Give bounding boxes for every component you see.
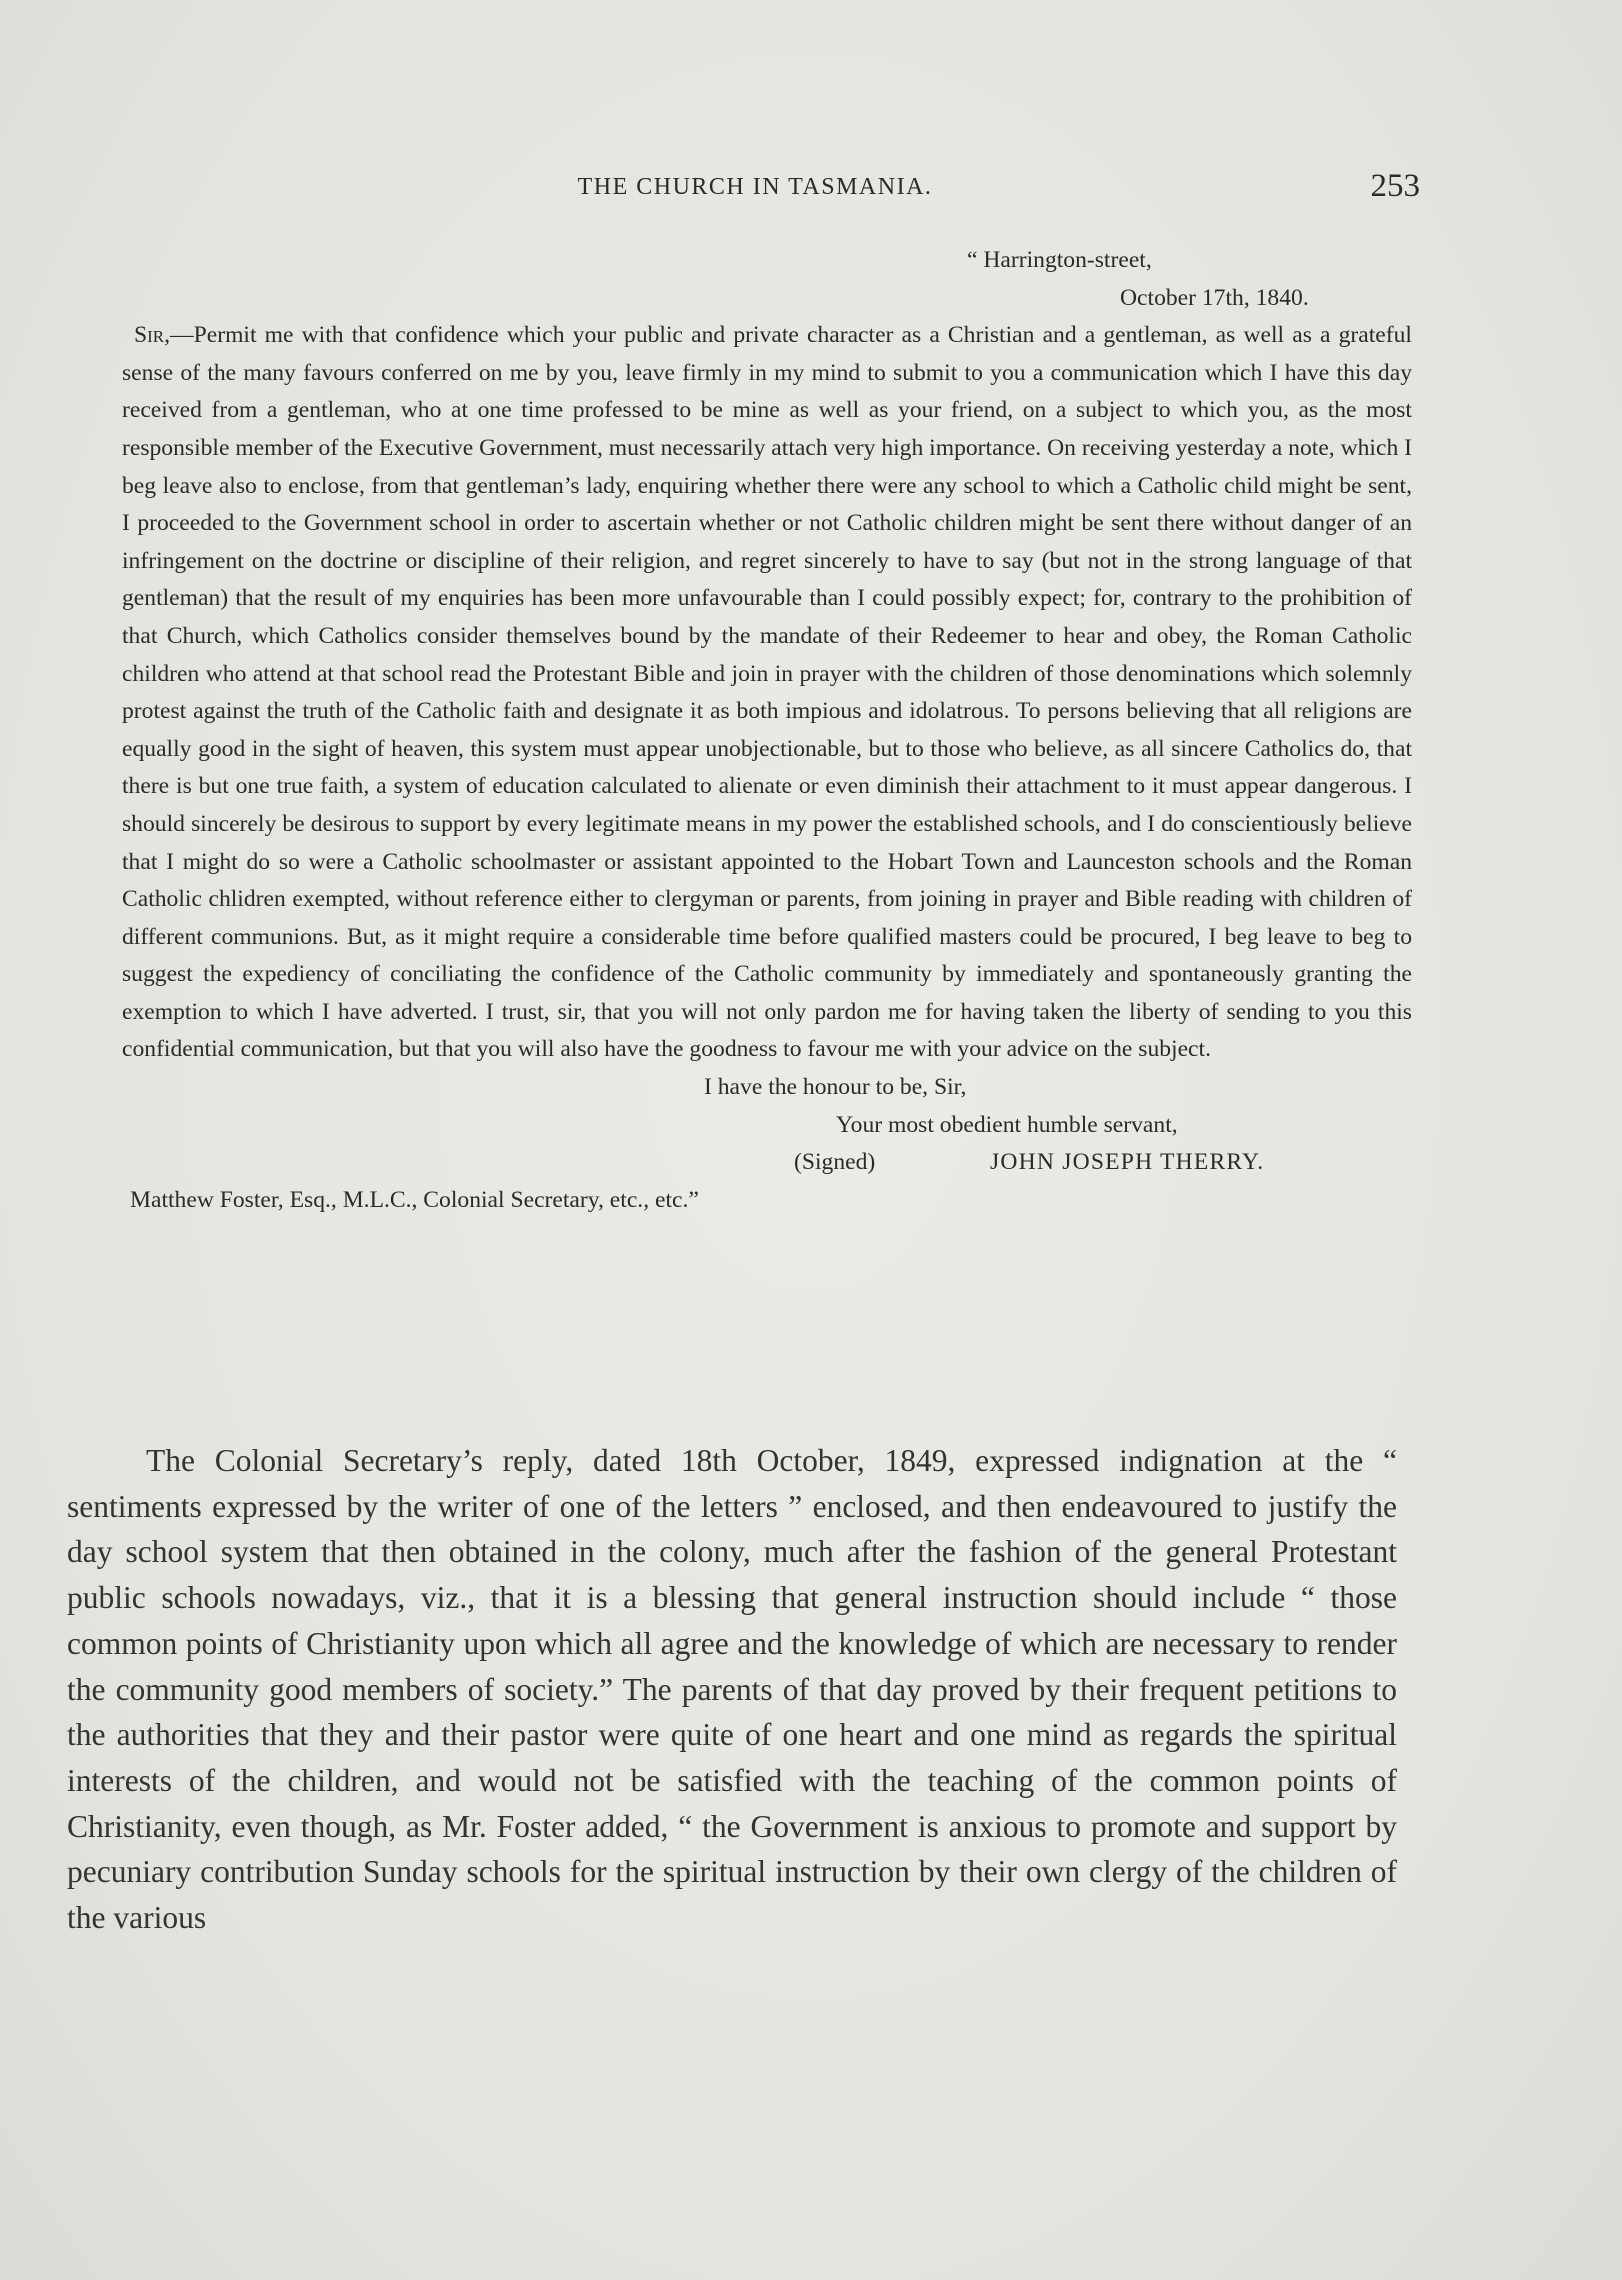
letter-signature-line	[122, 1144, 1412, 1182]
letter-body	[122, 317, 1412, 1069]
letter	[122, 242, 1412, 1219]
letter-address: “ Harrington-street,	[967, 247, 1152, 273]
letter-date: October 17th, 1840.	[1120, 284, 1309, 311]
letter-salutation: Sir,	[134, 322, 171, 349]
narrative-paragraph: The Colonial Secretary’s reply, dated 18th October, 1849, expressed indignation at the “ sentiments expressed by the writer of one of the letters ” enclosed, and then endeavoured to justify the day school system that then obtained in the colony, much after the fashion of the general Protestant public schools nowadays, viz., that it is a blessing that general instruction should include “ those common points of Christianity upon which all agree and the knowledge of which are necessary to render the community good members of society.” The parents of that day proved by their frequent petitions to the authorities that they and their pastor were quite of one heart and one mind as regards the spiritual interests of the children, and would not be satisfied with the teaching of the common points of Christianity, even though, as Mr. Foster added, “ the Government is anxious to promote and support by pecuniary contribution Sunday schools for the spiritual instruction by their own clergy of the children of the various	[67, 1443, 1397, 1936]
page-number: 253	[1370, 168, 1420, 204]
letter-addressee: Matthew Foster, Esq., M.L.C., Colonial Secretary, etc., etc.”	[130, 1186, 699, 1213]
running-title: THE CHURCH IN TASMANIA.	[577, 174, 933, 200]
letter-valediction: Your most obedient humble servant,	[836, 1111, 1178, 1138]
letter-body-text: —Permit me with that confidence which your public and private character as a Christian and a gentleman, as well as a grateful sense of the many favours conferred on me by you, leave firmly in my mind to submit to you a communication which I have this day received from a gentleman, who at one time professed to be mine as well as your friend, on a subject to which you, as the most responsible member of the Executive Government, must necessarily attach very high importance. On receiving yesterday a note, which I beg leave also to enclose, from that gentleman’s lady, enquiring whether there were any school to which a Catholic child might be sent, I proceeded to the Government school in order to ascertain whether or not Catholic children might be sent there without danger of an infringement on the doctrine or discipline of their religion, and regret sincerely to have to say (but not in the strong language of that gentleman) that the result of my enquiries has been more unfavourable than I could possibly expect; for, contrary to the prohibition of that Church, which Catholics consider themselves bound by the mandate of their Redeemer to hear and obey, the Roman Catholic children who attend at that school read the Protestant Bible and join in prayer with the children of those denominations which solemnly protest against the truth of the Catholic faith and designate it as both impious and idolatrous. To persons believing that all religions are equally good in the sight of heaven, this system must appear unobjectionable, but to those who believe, as all sincere Catholics do, that there is but one true faith, a system of education calculated to alienate or even diminish their attachment to it must appear dangerous. I should sincerely be desirous to support by every legitimate means in my power the established schools, and I do conscientiously believe that I might do so were a Catholic schoolmaster or assistant appointed to the Hobart Town and Launceston schools and the Roman Catholic chlidren exempted, without reference either to clergyman or parents, from joining in prayer and Bible reading with children of different communions. But, as it might require a considerable time before qualified masters could be procured, I beg leave to beg to suggest the expediency of conciliating the confidence of the Catholic community by immediately and spontaneously granting the exemption to which I have adverted. I trust, sir, that you will not only pardon me for having taken the liberty of sending to you this confidential communication, but that you will also have the goodness to favour me with your advice on the subject.	[122, 322, 1413, 1063]
signature: JOHN JOSEPH THERRY.	[990, 1149, 1265, 1176]
signed-label: (Signed)	[794, 1149, 876, 1176]
letter-closing: I have the honour to be, Sir,	[704, 1074, 967, 1101]
running-head	[130, 168, 1420, 208]
